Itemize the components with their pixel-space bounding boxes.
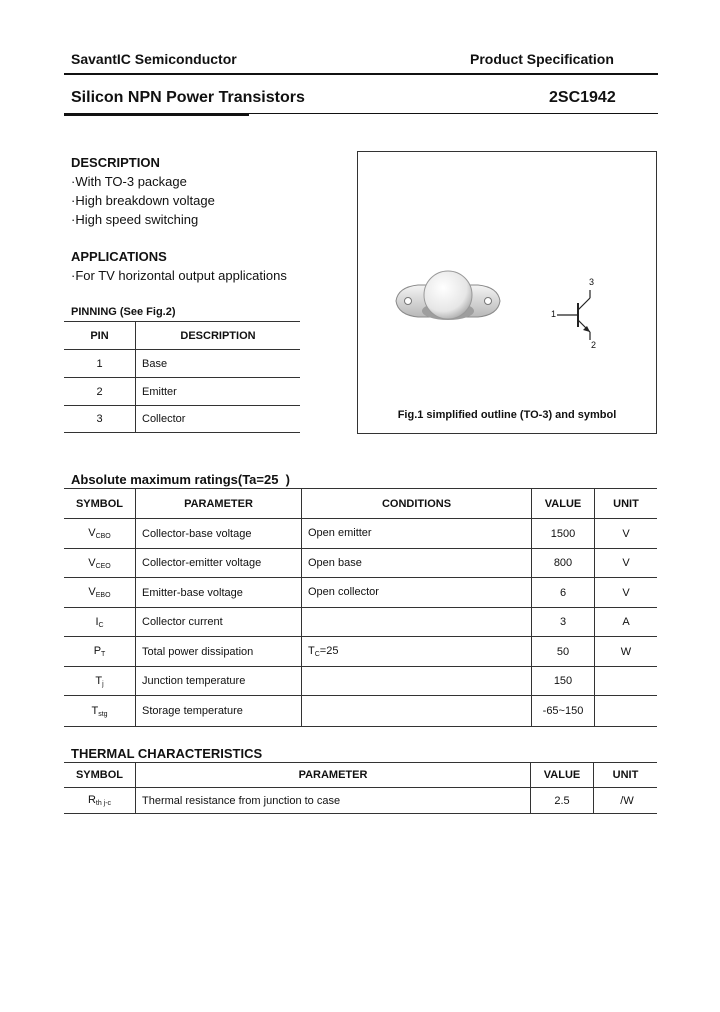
parameter-cell: Collector-emitter voltage (136, 549, 302, 578)
symbol-pin-label: 2 (591, 340, 597, 350)
symbol-cell: $T_j$ (64, 667, 136, 696)
unit-cell: W (595, 637, 658, 667)
pin-description: Base (136, 350, 301, 378)
table-header-row (64, 322, 300, 350)
unit-cell (595, 667, 658, 696)
table-header-row (64, 763, 657, 788)
symbol-cell: $R_{th j-c}$ (64, 788, 136, 814)
symbol-pin-label: 3 (589, 277, 595, 287)
value-col-header: VALUE (532, 489, 595, 519)
value-cell: 1500 (532, 519, 595, 549)
table-row (64, 578, 657, 608)
table-row (64, 608, 657, 637)
pin-description: Collector (136, 406, 301, 433)
thermal-table (64, 762, 657, 814)
table-row (64, 788, 657, 814)
parameter-col-header: PARAMETER (136, 489, 302, 519)
pin-col-header: PIN (64, 322, 136, 350)
symbol-col-header: SYMBOL (64, 763, 136, 788)
unit-cell: A (595, 608, 658, 637)
value-cell: 50 (532, 637, 595, 667)
pin-description: Emitter (136, 378, 301, 406)
unit-col-header: UNIT (595, 489, 658, 519)
table-row (64, 378, 300, 406)
table-row (64, 637, 657, 667)
value-cell: 150 (532, 667, 595, 696)
applications-heading: APPLICATIONS (71, 249, 167, 264)
value-cell: -65~150 (532, 696, 595, 727)
part-number: 2SC1942 (549, 89, 616, 106)
unit-cell: V (595, 519, 658, 549)
conditions-cell: Open base (302, 549, 532, 578)
symbol-cell: $P_T$ (64, 637, 136, 667)
symbol-cell: $V_{CEO}$ (64, 549, 136, 578)
description-item: ·High speed switching (71, 212, 199, 227)
parameter-cell: Total power dissipation (136, 637, 302, 667)
conditions-cell (302, 696, 532, 727)
thermal-heading: THERMAL CHARACTERISTICS (71, 746, 263, 761)
value-col-header: VALUE (531, 763, 594, 788)
parameter-cell: Storage temperature (136, 696, 302, 727)
table-row (64, 696, 657, 727)
symbol-col-header: SYMBOL (64, 489, 136, 519)
conditions-cell: $T_C=25$ (302, 637, 532, 667)
table-row (64, 350, 300, 378)
product-line: Silicon NPN Power Transistors (71, 89, 305, 106)
table-row (64, 519, 657, 549)
applications-item: ·For TV horizontal output applications (71, 268, 287, 283)
value-cell: 800 (532, 549, 595, 578)
abs-max-table (64, 488, 657, 727)
symbol-pin-label: 1 (551, 309, 557, 319)
table-row (64, 406, 300, 433)
description-heading: DESCRIPTION (71, 155, 160, 170)
parameter-cell: Thermal resistance from junction to case (136, 788, 531, 814)
description-item: ·With TO-3 package (71, 174, 187, 189)
table-row (64, 549, 657, 578)
pinning-heading: PINNING (See Fig.2) (71, 306, 176, 318)
conditions-cell: Open collector (302, 578, 532, 608)
value-cell: 2.5 (531, 788, 594, 814)
conditions-cell (302, 608, 532, 637)
unit-cell (595, 696, 658, 727)
parameter-col-header: PARAMETER (136, 763, 531, 788)
symbol-cell: $T_{stg}$ (64, 696, 136, 727)
unit-col-header: UNIT (594, 763, 658, 788)
table-row (64, 667, 657, 696)
to3-package-image (388, 267, 508, 339)
symbol-cell: $I_C$ (64, 608, 136, 637)
description-item: ·High breakdown voltage (71, 193, 215, 208)
description-col-header: DESCRIPTION (136, 322, 301, 350)
unit-cell: V (595, 549, 658, 578)
pin-number: 1 (64, 350, 136, 378)
abs-max-heading: Absolute maximum ratings(Ta=25 ) (71, 472, 291, 487)
unit-cell: V (595, 578, 658, 608)
company-name: SavantIC Semiconductor (71, 51, 237, 67)
parameter-cell: Junction temperature (136, 667, 302, 696)
parameter-cell: Collector current (136, 608, 302, 637)
table-header-row (64, 489, 657, 519)
parameter-cell: Collector-base voltage (136, 519, 302, 549)
pinning-table (64, 321, 300, 433)
conditions-cell (302, 667, 532, 696)
doc-type: Product Specification (470, 51, 614, 67)
title-rule-accent (64, 114, 249, 116)
value-cell: 6 (532, 578, 595, 608)
value-cell: 3 (532, 608, 595, 637)
pin-number: 3 (64, 406, 136, 433)
header-rule (64, 73, 658, 75)
pin-number: 2 (64, 378, 136, 406)
figure-box (357, 151, 657, 434)
conditions-col-header: CONDITIONS (302, 489, 532, 519)
unit-cell: /W (594, 788, 658, 814)
symbol-cell: $V_{CBO}$ (64, 519, 136, 549)
figure-caption: Fig.1 simplified outline (TO-3) and symbol (397, 409, 617, 421)
parameter-cell: Emitter-base voltage (136, 578, 302, 608)
conditions-cell: Open emitter (302, 519, 532, 549)
symbol-cell: $V_{EBO}$ (64, 578, 136, 608)
